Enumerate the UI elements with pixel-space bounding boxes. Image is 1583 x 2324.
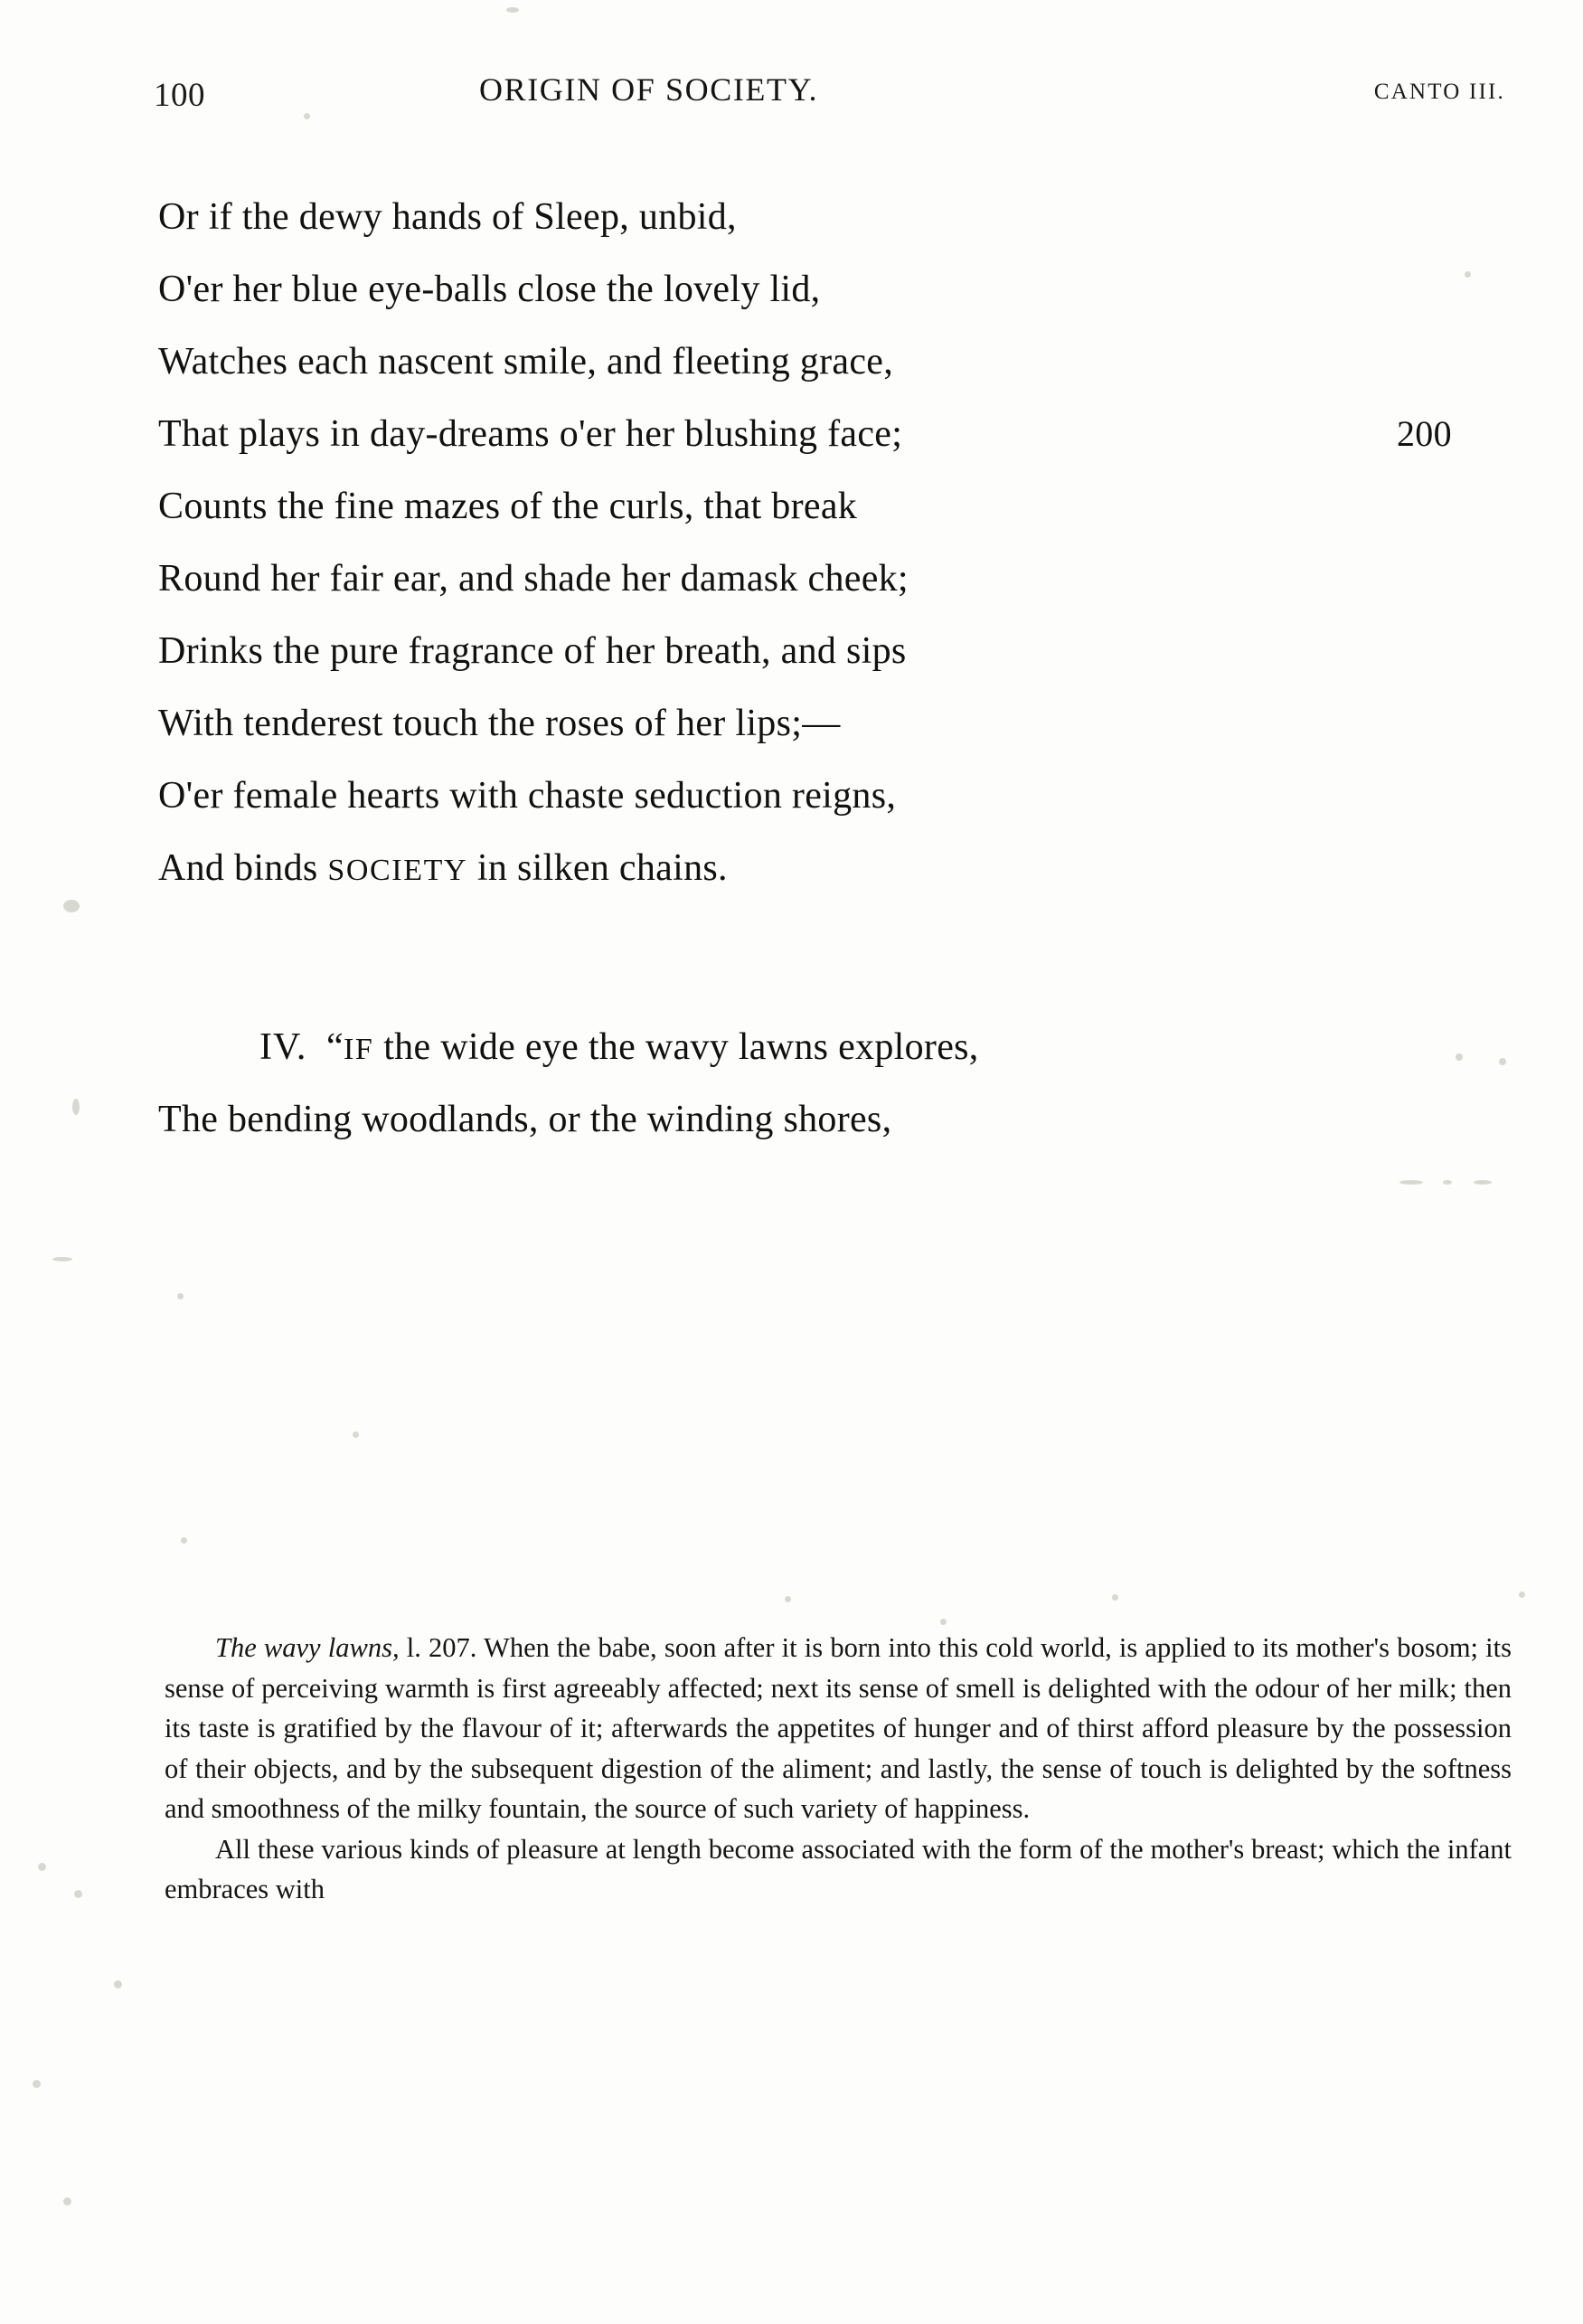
scan-speckle (33, 2080, 41, 2088)
footnote-body-text: All these various kinds of pleasure at length become associated with the form of the mother's breast; which the infant embraces with (165, 1833, 1512, 1904)
verse-line-text: That plays in day-dreams o'er her blushing face; (158, 413, 903, 455)
verse-line (158, 687, 1514, 760)
stanza-opening-line (158, 1011, 1514, 1083)
canto-label: CANTO III. (1373, 80, 1505, 104)
verse-line (158, 181, 1514, 253)
verse-line (158, 1083, 1514, 1156)
verse-line-text-after: in silken chains. (467, 847, 728, 889)
page-number: 100 (154, 77, 205, 114)
scan-speckle (1443, 1180, 1452, 1185)
verse-line-text: The bending woodlands, or the winding shores, (158, 1099, 892, 1140)
scan-speckle (72, 1099, 80, 1115)
scan-speckle (940, 1619, 947, 1625)
scan-speckle (785, 1596, 791, 1602)
verse-line-text: Counts the fine mazes of the curls, that break (158, 486, 858, 527)
verse-line (158, 253, 1514, 326)
verse-line-text: And binds (158, 847, 328, 889)
running-head (136, 71, 1514, 116)
verse-line (158, 398, 1514, 470)
verse-line (158, 615, 1514, 687)
scan-speckle (38, 1863, 46, 1871)
scan-speckle (63, 900, 80, 912)
verse-line-text: Drinks the pure fragrance of her breath, and sips (158, 630, 907, 672)
footnote-block (165, 1628, 1512, 1910)
scan-speckle (181, 1537, 187, 1544)
stanza-smallcaps-word: IF (343, 1033, 374, 1066)
verse-block (158, 181, 1514, 1156)
footnote-catchword: The wavy lawns, (215, 1632, 400, 1663)
verse-line-number: 200 (1397, 413, 1452, 454)
footnote-paragraph (165, 1628, 1512, 1829)
verse-line-text: Round her fair ear, and shade her damask cheek; (158, 558, 909, 600)
scan-speckle (177, 1293, 184, 1299)
verse-line (158, 470, 1514, 543)
verse-line (158, 543, 1514, 615)
scan-speckle (353, 1431, 359, 1438)
scan-speckle (1399, 1180, 1423, 1185)
stanza-first-line-rest: the wide eye the wavy lawns explores, (373, 1026, 979, 1068)
scan-speckle (506, 7, 519, 13)
verse-line-text: O'er her blue eye-balls close the lovely lid, (158, 269, 821, 310)
scan-speckle (1519, 1592, 1525, 1598)
scan-speckle (114, 1980, 122, 1989)
verse-smallcaps-word: SOCIETY (327, 854, 468, 887)
footnote-paragraph (165, 1829, 1512, 1910)
verse-line (158, 760, 1514, 832)
verse-line-text: O'er female hearts with chaste seduction reigns, (158, 775, 897, 817)
verse-line-text: Or if the dewy hands of Sleep, unbid, (158, 196, 737, 238)
scan-speckle (74, 1890, 82, 1898)
scan-speckle (1112, 1594, 1118, 1601)
verse-line (158, 326, 1514, 398)
verse-line-text: With tenderest touch the roses of her lips;— (158, 703, 841, 744)
scan-speckle (63, 2197, 71, 2206)
verse-line (158, 832, 1514, 904)
scan-speckle (1474, 1180, 1492, 1185)
verse-line-text: Watches each nascent smile, and fleeting grace, (158, 341, 894, 383)
footnote-body-text: l. 207. When the babe, soon after it is born into this cold world, is applied to its mother's bosom; its sense of perceiving warmth is first agreeably affected; next its sense of smell is delighted with the odour of her milk; then its taste is gratified by the flavour of it; afterwards the appetites of hunger and of thirst afford pleasure by the possession of their objects, and by the subsequent digestion of the aliment; and lastly, the sense of touch is delighted by the softness and smoothness of the milky fountain, the source of such variety of happiness. (165, 1632, 1512, 1824)
stanza-marker: IV. (259, 1026, 307, 1068)
scan-speckle (52, 1257, 72, 1261)
running-title: ORIGIN OF SOCIETY. (479, 71, 819, 108)
open-quote: “ (326, 1026, 344, 1068)
stanza-gap (158, 904, 1514, 1011)
